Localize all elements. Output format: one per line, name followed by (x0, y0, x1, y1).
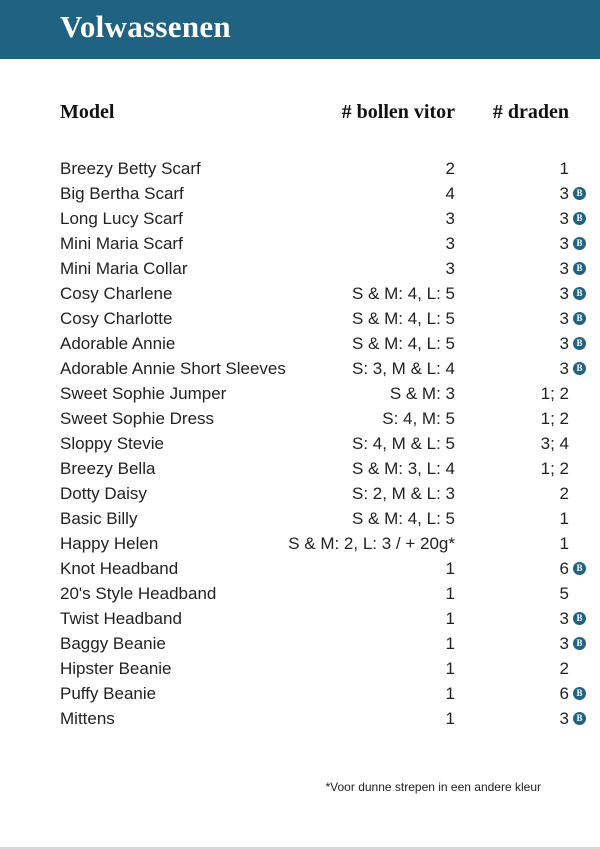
bollen-count: 1 (445, 634, 455, 653)
column-header-bollen: # bollen vitor (341, 101, 455, 123)
b-badge-icon: B (573, 712, 586, 725)
draden-count: 3; 4 (540, 434, 569, 453)
model-name: Sloppy Stevie (60, 434, 164, 453)
bollen-count: 3 (445, 259, 455, 278)
header-bar (0, 0, 600, 59)
model-name: Sweet Sophie Dress (60, 409, 215, 428)
bollen-count: S & M: 3, L: 4 (352, 459, 455, 478)
draden-count: 3 (559, 259, 569, 278)
table-row (0, 656, 600, 681)
model-name: Happy Helen (60, 534, 159, 553)
draden-count: 3 (559, 359, 569, 378)
draden-count: 2 (559, 659, 569, 678)
table-row (0, 506, 600, 531)
model-name: Big Bertha Scarf (60, 184, 184, 203)
model-name: Long Lucy Scarf (60, 209, 183, 228)
b-badge-icon: B (573, 637, 586, 650)
draden-count: 1 (559, 159, 569, 178)
b-badge-icon: B (573, 237, 586, 250)
bollen-count: S & M: 4, L: 5 (352, 284, 455, 303)
draden-count: 3 (559, 309, 569, 328)
bollen-count: S: 4, M & L: 5 (352, 434, 455, 453)
table-row (0, 581, 600, 606)
model-name: Baggy Beanie (60, 634, 166, 653)
draden-count: 2 (559, 484, 569, 503)
draden-count: 3 (559, 609, 569, 628)
bollen-count: S: 3, M & L: 4 (352, 359, 455, 378)
model-name: Sweet Sophie Jumper (60, 384, 227, 403)
model-name: Breezy Betty Scarf (60, 159, 201, 178)
model-name: Cosy Charlene (60, 284, 173, 303)
bollen-count: 2 (445, 159, 455, 178)
b-badge-icon: B (573, 287, 586, 300)
table-row (0, 231, 600, 256)
table-row (0, 206, 600, 231)
draden-count: 5 (559, 584, 569, 603)
draden-count: 1; 2 (540, 459, 569, 478)
draden-count: 6 (559, 559, 569, 578)
model-name: Basic Billy (60, 509, 138, 528)
bollen-count: S & M: 2, L: 3 / + 20g* (288, 534, 455, 553)
table-row (0, 331, 600, 356)
b-badge-icon: B (573, 312, 586, 325)
bollen-count: S & M: 3 (389, 384, 455, 403)
model-name: Dotty Daisy (60, 484, 147, 503)
bollen-count: 1 (445, 709, 455, 728)
draden-count: 3 (559, 284, 569, 303)
table-row (0, 281, 600, 306)
b-badge-icon: B (573, 262, 586, 275)
bollen-count: 3 (445, 234, 455, 253)
model-name: Adorable Annie (60, 334, 176, 353)
table-row (0, 681, 600, 706)
model-name: Hipster Beanie (60, 659, 172, 678)
table-row (0, 481, 600, 506)
bollen-count: S: 4, M: 5 (382, 409, 455, 428)
model-name: Mini Maria Scarf (60, 234, 183, 253)
bollen-count: S & M: 4, L: 5 (352, 509, 455, 528)
draden-count: 1 (559, 509, 569, 528)
draden-count: 3 (559, 634, 569, 653)
model-name: Twist Headband (60, 609, 182, 628)
model-name: Puffy Beanie (60, 684, 157, 703)
b-badge-icon: B (573, 362, 586, 375)
table-row (0, 456, 600, 481)
table-row (0, 381, 600, 406)
model-table (0, 156, 600, 731)
table-row (0, 606, 600, 631)
bollen-count: S & M: 4, L: 5 (352, 334, 455, 353)
bollen-count: 1 (445, 559, 455, 578)
model-name: Cosy Charlotte (60, 309, 173, 328)
model-name: Knot Headband (60, 559, 179, 578)
model-name: Adorable Annie Short Sleeves (60, 359, 286, 378)
table-row (0, 631, 600, 656)
draden-count: 3 (559, 184, 569, 203)
model-name: 20's Style Headband (60, 584, 217, 603)
draden-count: 1 (559, 534, 569, 553)
draden-count: 1; 2 (540, 409, 569, 428)
draden-count: 6 (559, 684, 569, 703)
b-badge-icon: B (573, 187, 586, 200)
draden-count: 3 (559, 709, 569, 728)
bollen-count: 1 (445, 684, 455, 703)
bollen-count: 1 (445, 584, 455, 603)
bollen-count: S: 2, M & L: 3 (352, 484, 455, 503)
table-row (0, 706, 600, 731)
table-row (0, 431, 600, 456)
bollen-count: S & M: 4, L: 5 (352, 309, 455, 328)
draden-count: 3 (559, 334, 569, 353)
column-header-draden: # draden (492, 101, 569, 123)
draden-count: 1; 2 (540, 384, 569, 403)
bollen-count: 4 (445, 184, 455, 203)
b-badge-icon: B (573, 687, 586, 700)
column-header-model: Model (60, 101, 115, 123)
draden-count: 3 (559, 234, 569, 253)
model-name: Breezy Bella (60, 459, 156, 478)
table-row (0, 256, 600, 281)
bollen-count: 3 (445, 209, 455, 228)
draden-count: 3 (559, 209, 569, 228)
bollen-count: 1 (445, 659, 455, 678)
b-badge-icon: B (573, 212, 586, 225)
table-row (0, 556, 600, 581)
table-row (0, 406, 600, 431)
table-row (0, 356, 600, 381)
model-name: Mittens (60, 709, 115, 728)
b-badge-icon: B (573, 562, 586, 575)
table-row (0, 306, 600, 331)
b-badge-icon: B (573, 337, 586, 350)
b-badge-icon: B (573, 612, 586, 625)
table-row (0, 181, 600, 206)
table-row (0, 156, 600, 181)
page-title: Volwassenen (60, 9, 231, 44)
footnote: *Voor dunne strepen in een andere kleur (325, 780, 541, 794)
bollen-count: 1 (445, 609, 455, 628)
table-row (0, 531, 600, 556)
model-name: Mini Maria Collar (60, 259, 188, 278)
